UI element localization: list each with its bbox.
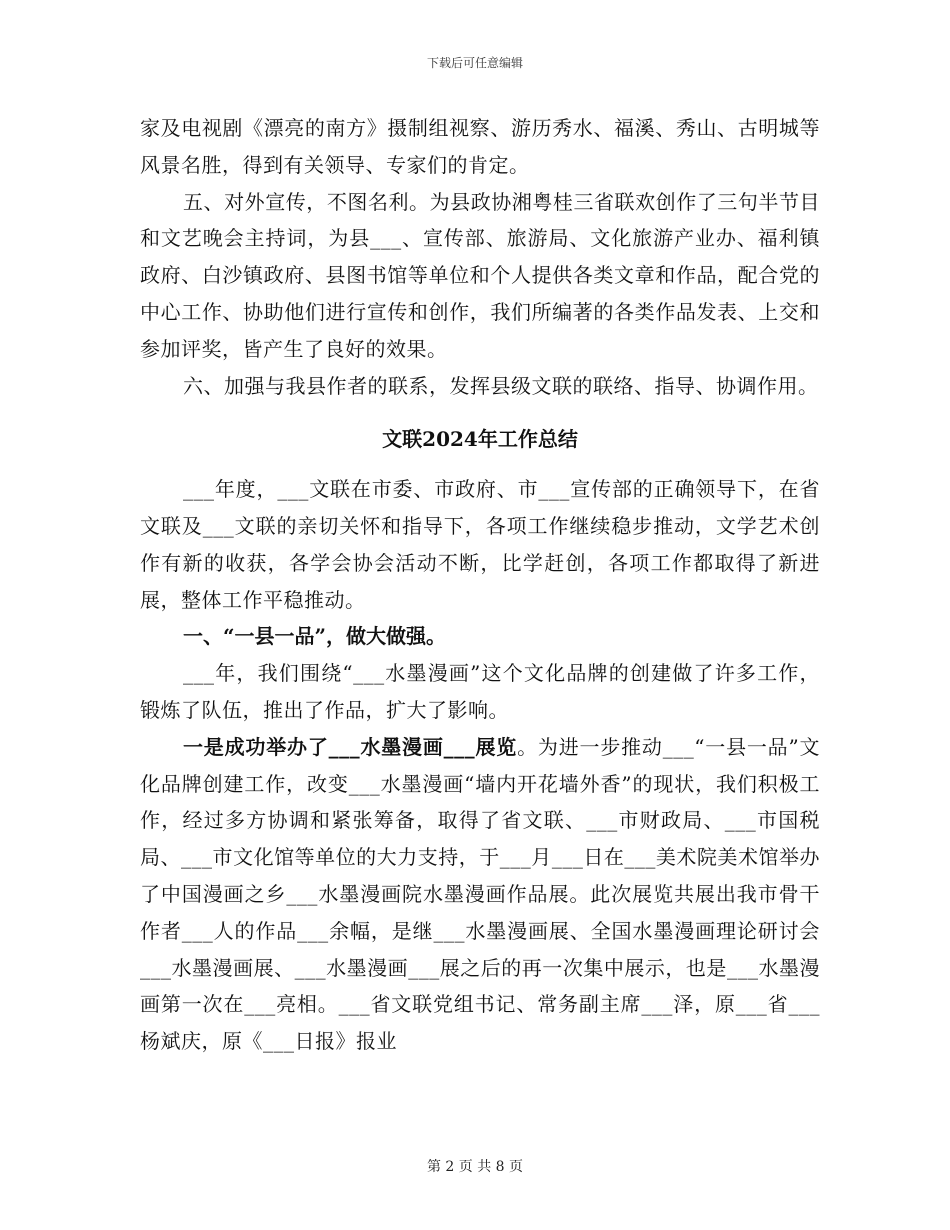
subheading-one: 一、“一县一品”，做大做强。	[183, 624, 447, 649]
document-body	[140, 110, 820, 1060]
exhibition-lead-text: 一是成功举办了___水墨漫画___展览	[183, 734, 518, 759]
paragraph-six: 六、加强与我县作者的联系，发挥县级文联的联络、指导、协调作用。	[183, 373, 819, 398]
paragraph-continued: 家及电视剧《漂亮的南方》摄制组视察、游历秀水、福溪、秀山、古明城等风景名胜，得到有关领导、专家们的肯定。	[140, 116, 820, 177]
paragraph-exhibition	[140, 729, 820, 1060]
page-header-note: 下载后可任意编辑	[426, 56, 523, 70]
section-title: 文联2024年工作总结	[382, 427, 578, 452]
paragraph-intro: ___年度，___文联在市委、市政府、市___宣传部的正确领导下，在省文联及___文联的亲切关怀和指导下，各项工作继续稳步推动，文学艺术创作有新的收获，各学会协会活动不断，比学赶创，各项工作都取得了新进展，整体工作平稳推动。	[140, 477, 820, 612]
page-number: 第 2 页 共 8 页	[426, 1159, 524, 1175]
paragraph-five: 五、对外宣传，不图名利。为县政协湘粤桂三省联欢创作了三句半节目和文艺晚会主持词，为县___、宣传部、旅游局、文化旅游产业办、福利镇政府、白沙镇政府、县图书馆等单位和个人提供各类文章和作品，配合党的中心工作、协助他们进行宣传和创作，我们所编著的各类作品发表、上交和参加评奖，皆产生了良好的效果。	[140, 189, 820, 361]
exhibition-body-text: 。为进一步推动___“一县一品”文化品牌创建工作，改变___水墨漫画“墙内开花墙外香”的现状，我们积极工作，经过多方协调和紧张筹备，取得了省文联、___市财政局、___市国税局、___市文化馆等单位的大力支持，于___月___日在___美术院美术馆举办了中国漫画之乡___水墨漫画院水墨漫画作品展。此次展览共展出我市骨干作者___人的作品___余幅，是继___水墨漫画展、全国水墨漫画理论研讨会___水墨漫画展、___水墨漫画___展之后的再一次集中展示，也是___水墨漫画第一次在___亮相。___省文联党组书记、常务副主席___泽，原___省___杨斌庆，原《___日报》报业	[140, 734, 821, 1054]
paragraph-year: ___年，我们围绕“___水墨漫画”这个文化品牌的创建做了许多工作，锻炼了队伍，推出了作品，扩大了影响。	[140, 661, 820, 722]
